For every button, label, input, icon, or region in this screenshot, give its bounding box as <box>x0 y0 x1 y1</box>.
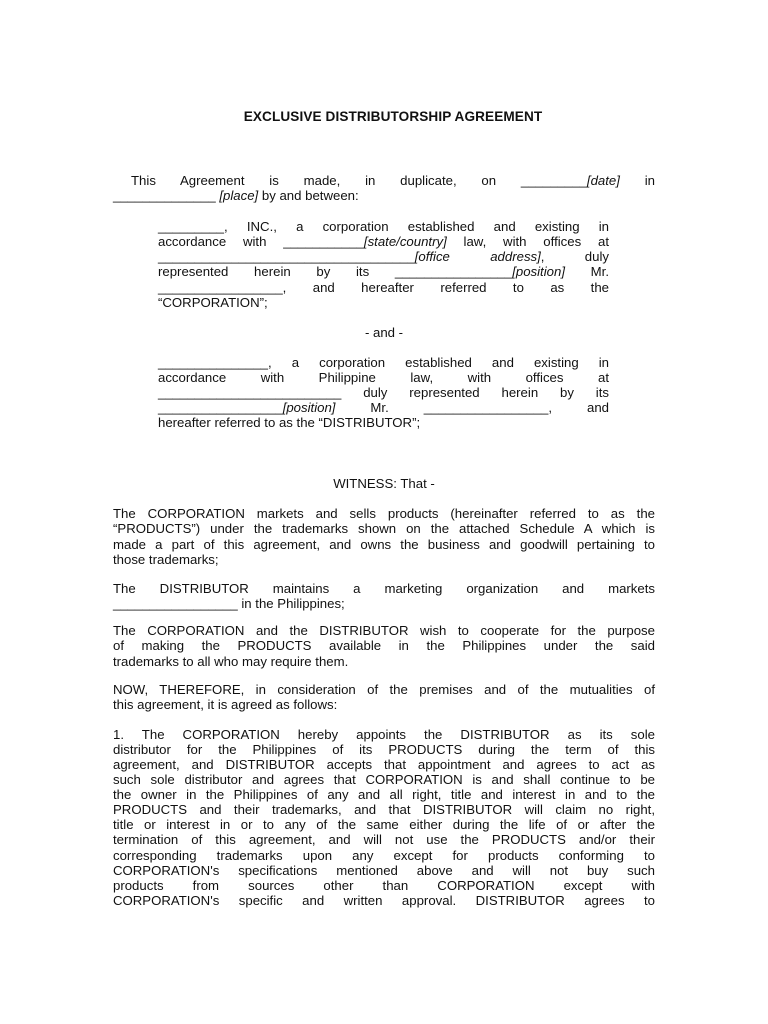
corporation-party-line: _________________, and hereafter referred to as the <box>158 280 609 295</box>
recital-line: The DISTRIBUTOR maintains a marketing organization and markets <box>113 581 655 596</box>
corporation-party-line: _________, INC., a corporation established and existing in <box>158 219 609 234</box>
intro-line: ______________ [place] by and between: <box>113 188 359 203</box>
clause-line: products from sources other than CORPORATION except with <box>113 878 655 893</box>
corporation-party-line: “CORPORATION”; <box>158 295 268 310</box>
corporation-party-line: accordance with ___________[state/country] law, with offices at <box>158 234 609 249</box>
clause-line: 1. The CORPORATION hereby appoints the DISTRIBUTOR as its sole <box>113 727 655 742</box>
intro-line: This Agreement is made, in duplicate, on _________[date] in <box>131 173 655 188</box>
clause-line: PRODUCTS and their trademarks, and that DISTRIBUTOR will claim no right, <box>113 802 655 817</box>
recital-line: The CORPORATION and the DISTRIBUTOR wish to cooperate for the purpose <box>113 623 655 638</box>
distributor-party-line: _________________[position] Mr. _________________, and <box>158 400 609 415</box>
clause-line: the owner in the Philippines of any and all right, title and interest in and to the <box>113 787 655 802</box>
now-therefore-line: NOW, THEREFORE, in consideration of the premises and of the mutualities of <box>113 682 655 697</box>
distributor-party-line: hereafter referred to as the “DISTRIBUTOR”; <box>158 415 421 430</box>
distributor-party-line: accordance with Philippine law, with offices at <box>158 370 609 385</box>
clause-line: CORPORATION's specific and written approval. DISTRIBUTOR agrees to <box>113 893 655 908</box>
distributor-party-line: _______________, a corporation established and existing in <box>158 355 609 370</box>
document-title: EXCLUSIVE DISTRIBUTORSHIP AGREEMENT <box>243 109 543 124</box>
recital-line: made a part of this agreement, and owns the business and goodwill pertaining to <box>113 537 655 552</box>
clause-line: such sole distributor and agrees that CORPORATION is and shall continue to be <box>113 772 655 787</box>
recital-line: trademarks to all who may require them. <box>113 654 349 669</box>
recital-line: The CORPORATION markets and sells products (hereinafter referred to as the <box>113 506 655 521</box>
clause-line: title or interest in or to any of the same either during the life of or after the <box>113 817 655 832</box>
recital-line: of making the PRODUCTS available in the Philippines under the said <box>113 638 655 653</box>
clause-line: corresponding trademarks upon any except for products conforming to <box>113 848 655 863</box>
witness-heading: WITNESS: That - <box>333 476 435 491</box>
recital-line: _________________ in the Philippines; <box>113 596 345 611</box>
recital-line: those trademarks; <box>113 552 219 567</box>
clause-line: agreement, and DISTRIBUTOR accepts that appointment and agrees to act as <box>113 757 655 772</box>
and-separator: - and - <box>364 325 404 340</box>
distributor-party-line: _________________________ duly represented herein by its <box>158 385 609 400</box>
clause-line: distributor for the Philippines of its PRODUCTS during the term of this <box>113 742 655 757</box>
now-therefore-line: this agreement, it is agreed as follows: <box>113 697 338 712</box>
recital-line: “PRODUCTS”) under the trademarks shown on the attached Schedule A which is <box>113 521 655 536</box>
corporation-party-line: represented herein by its ________________[position] Mr. <box>158 264 609 279</box>
clause-line: CORPORATION's specifications mentioned above and will not buy such <box>113 863 655 878</box>
clause-line: termination of this agreement, and will not use the PRODUCTS and/or their <box>113 832 655 847</box>
corporation-party-line: ___________________________________[office address], duly <box>158 249 609 264</box>
